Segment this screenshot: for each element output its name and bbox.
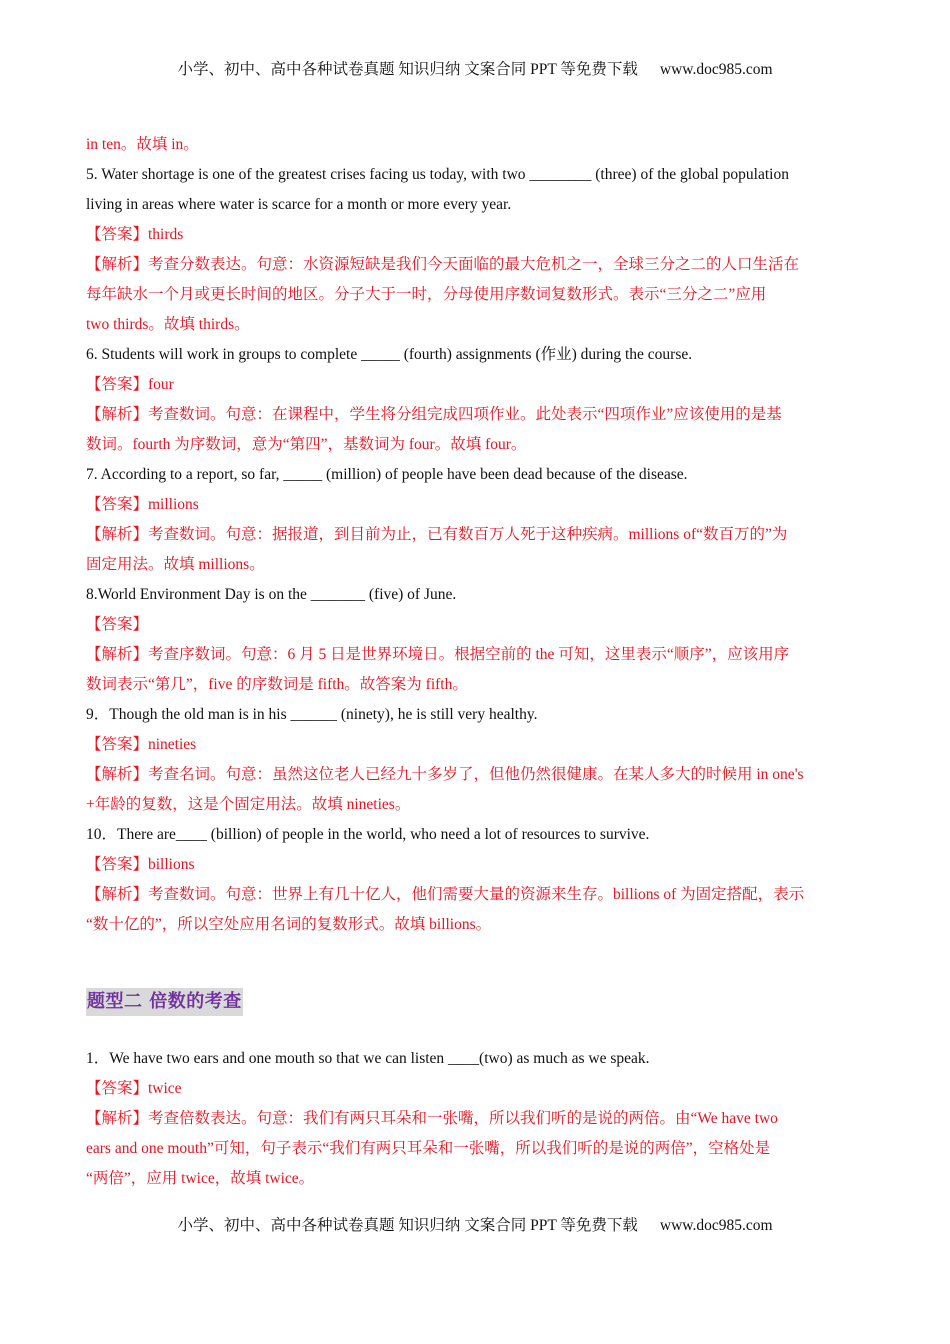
analysis-line: 数词。fourth 为序数词，意为“第四”，基数词为 four。故填 four。 xyxy=(86,436,527,453)
question-7 xyxy=(86,460,876,580)
answer: 【答案】thirds xyxy=(86,226,184,243)
question-text: 8.World Environment Day is on the _______ (five) of June. xyxy=(86,586,457,603)
question-6 xyxy=(86,340,876,460)
analysis-line: “两倍”，应用 twice，故填 twice。 xyxy=(86,1170,315,1187)
answer: 【答案】four xyxy=(86,376,174,393)
analysis-line: 【解析】考查名词。句意：虽然这位老人已经九十多岁了，但他仍然很健康。在某人多大的时候用 in one's xyxy=(86,766,804,783)
carryover-analysis: in ten。故填 in。 xyxy=(86,136,199,153)
analysis-line: 【解析】考查分数表达。句意：水资源短缺是我们今天面临的最大危机之一，全球三分之二的人口生活在 xyxy=(86,256,800,273)
analysis-line: 【解析】考查数词。句意：在课程中，学生将分组完成四项作业。此处表示“四项作业”应该使用的是基 xyxy=(86,406,782,423)
question-10 xyxy=(86,820,876,940)
question-text: 7. According to a report, so far, _____ (million) of people have been dead because of the disease. xyxy=(86,466,688,483)
question-text: 10．There are____ (billion) of people in the world, who need a lot of resources to survive. xyxy=(86,826,650,843)
question-text: 1．We have two ears and one mouth so that we can listen ____(two) as much as we speak. xyxy=(86,1050,650,1067)
question-8 xyxy=(86,580,876,700)
analysis-line: 【解析】考查数词。句意：据报道，到目前为止，已有数百万人死于这种疾病。millions of“数百万的”为 xyxy=(86,526,788,543)
analysis-line: 数词表示“第几”，five 的序数词是 fifth。故答案为 fifth。 xyxy=(86,676,468,693)
analysis-line: 【解析】考查倍数表达。句意：我们有两只耳朵和一张嘴，所以我们听的是说的两倍。由“We have two xyxy=(86,1110,778,1127)
footer-site-link[interactable]: www.doc985.com xyxy=(659,1217,773,1234)
question-text: 6. Students will work in groups to complete _____ (fourth) assignments (作业) during the course. xyxy=(86,346,693,363)
page-header xyxy=(0,57,950,79)
analysis-line: +年龄的复数，这是个固定用法。故填 nineties。 xyxy=(86,796,411,813)
section-heading-multiples: 题型二 倍数的考查 xyxy=(86,988,243,1016)
answer: 【答案】nineties xyxy=(86,736,197,753)
answer: 【答案】 xyxy=(86,616,149,633)
question-5 xyxy=(86,160,876,340)
question-text: 9．Though the old man is in his ______ (ninety), he is still very healthy. xyxy=(86,706,538,723)
analysis-line: 【解析】考查序数词。句意：6 月 5 日是世界环境日。根据空前的 the 可知，这里表示“顺序”，应该用序 xyxy=(86,646,790,663)
analysis-line: ears and one mouth”可知，句子表示“我们有两只耳朵和一张嘴，所以我们听的是说的两倍”，空格处是 xyxy=(86,1140,771,1157)
header-text: 小学、初中、高中各种试卷真题 知识归纳 文案合同 PPT 等免费下载 xyxy=(177,61,638,78)
question-text: 5. Water shortage is one of the greatest crises facing us today, with two ________ (three) of the global population xyxy=(86,166,789,183)
analysis-line: 【解析】考查数词。句意：世界上有几十亿人，他们需要大量的资源来生存。billions of 为固定搭配，表示 xyxy=(86,886,805,903)
analysis-line: 固定用法。故填 millions。 xyxy=(86,556,265,573)
exercise-section-1 xyxy=(86,130,876,940)
exercise-section-2 xyxy=(86,1044,876,1194)
analysis-line: “数十亿的”，所以空处应用名词的复数形式。故填 billions。 xyxy=(86,916,492,933)
question-9 xyxy=(86,700,876,820)
analysis-line: 每年缺水一个月或更长时间的地区。分子大于一时，分母使用序数词复数形式。表示“三分之二”应用 xyxy=(86,286,767,303)
question-s2-1 xyxy=(86,1044,876,1194)
header-site-link[interactable]: www.doc985.com xyxy=(659,61,773,78)
analysis-line: two thirds。故填 thirds。 xyxy=(86,316,250,333)
question-text-cont: living in areas where water is scarce for a month or more every year. xyxy=(86,196,512,213)
answer: 【答案】billions xyxy=(86,856,195,873)
answer: 【答案】millions xyxy=(86,496,199,513)
footer-text: 小学、初中、高中各种试卷真题 知识归纳 文案合同 PPT 等免费下载 xyxy=(177,1217,638,1234)
page-footer xyxy=(0,1213,950,1235)
answer: 【答案】twice xyxy=(86,1080,182,1097)
